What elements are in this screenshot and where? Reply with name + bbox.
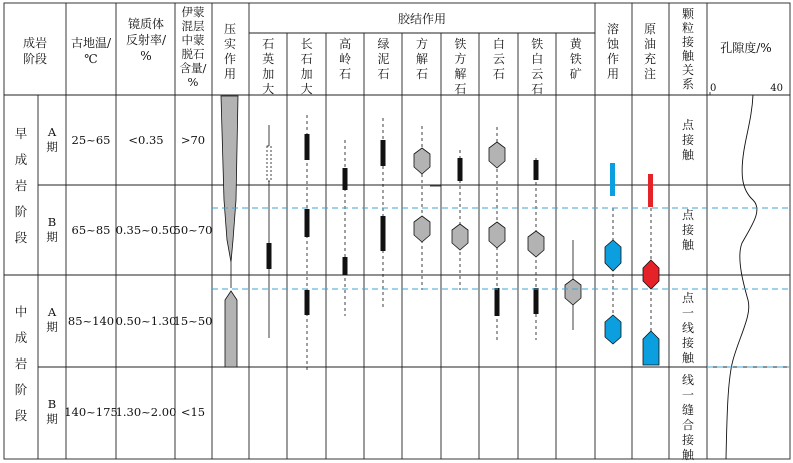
dissolution-hexagon (605, 240, 621, 271)
contact-label: 点接触 (681, 118, 695, 162)
cement-header-char: 云 (492, 52, 505, 66)
cement-header-char: 高 (339, 37, 352, 51)
cement-header-char: 英 (262, 52, 275, 66)
chlorite-bar (381, 216, 386, 251)
cement-header-char: 铁 (454, 37, 467, 51)
cement-header-char: 铁 (531, 37, 544, 51)
ro-value: 1.30~2.00 (115, 405, 177, 419)
ro-value: <0.35 (128, 133, 164, 147)
cement-header-char: 泥 (377, 52, 390, 66)
header-porosity: 孔隙度/% (720, 41, 772, 55)
cement-header (493, 37, 505, 81)
cement-header-char: 加 (300, 67, 313, 81)
temp-value: 65~85 (71, 223, 111, 237)
quartz-bar (267, 243, 272, 269)
cement-header-char: 大 (262, 82, 275, 96)
compaction-wedge (221, 96, 238, 262)
cement-header (454, 36, 466, 96)
cement-header-char: 白 (492, 37, 505, 51)
oil-charge-tab (643, 331, 659, 365)
feldspar-bar (305, 134, 310, 160)
porosity-track (710, 92, 757, 459)
ferrodolomite-bar (534, 160, 539, 180)
header-ro: 镜质体反射率/ % (125, 17, 167, 63)
cement-header-char: 石 (377, 67, 390, 81)
header-compaction: 压实作用 (223, 22, 237, 81)
illite-value: 15~50 (173, 314, 213, 328)
ferrocalcite-bar (458, 158, 463, 181)
stage-labels (15, 117, 695, 462)
kaolinite-bar (343, 168, 348, 190)
cement-header-char: 方 (415, 37, 428, 51)
feldspar-bar (305, 209, 310, 237)
cement-header-char: 石 (300, 52, 313, 66)
calcite-hexagon (414, 216, 430, 242)
calcite-hexagon (414, 148, 430, 174)
dissolution-hexagon (605, 315, 621, 344)
contact-label: 线一缝合接触 (681, 373, 695, 462)
cement-headers (262, 36, 583, 96)
header-dissolution: 溶蚀作用 (606, 22, 620, 81)
cement-header-char: 石 (339, 67, 352, 81)
cement-header-char: 解 (454, 67, 467, 81)
period-label: A 期 (46, 305, 58, 334)
period-label: B 期 (46, 215, 58, 244)
cement-header-char: 长 (300, 37, 313, 51)
pyrite-hexagon (565, 279, 581, 305)
cement-header-char: 石 (492, 67, 505, 81)
cement-header-char: 石 (531, 82, 544, 96)
porosity-axis-min: 0 (710, 83, 717, 94)
temp-value: 85~140 (67, 314, 115, 328)
header-grain-contact: 颗粒接触关系 (681, 7, 695, 91)
cement-header-char: 石 (262, 37, 275, 51)
header-illite: 伊蒙混层中蒙脱石含量/ % (179, 5, 207, 89)
cement-header-char: 黄 (569, 37, 582, 51)
period-label: B 期 (46, 397, 58, 426)
ferrodolomite-bar (534, 288, 539, 314)
porosity-axis-max: 40 (770, 83, 783, 94)
dolomite-hexagon (489, 142, 505, 168)
kaolinite-bar (343, 257, 348, 275)
stage-middle-name: 中成岩阶段 (14, 304, 28, 423)
oil-charge-marks (643, 174, 659, 365)
cement-header-char: 石 (415, 67, 428, 81)
cement-header-char: 加 (262, 67, 275, 81)
cement-header (531, 36, 543, 96)
cement-header-char: 大 (300, 82, 313, 96)
cementation-marks (267, 115, 582, 370)
compaction-graphic (221, 96, 238, 367)
cement-header (301, 37, 313, 96)
cement-header (339, 36, 351, 81)
ro-value: 0.50~1.30 (115, 314, 177, 328)
compaction-bar (225, 291, 237, 367)
illite-value: <15 (180, 405, 206, 419)
dissolution-marks (605, 163, 621, 345)
cement-header-char: 岭 (339, 52, 352, 66)
oil-charge-bar (648, 174, 653, 207)
temp-value: 140~175 (64, 405, 118, 419)
header-oil-charge: 原油充注 (643, 22, 657, 81)
quartz-bar (267, 146, 271, 181)
dolomite-bar (495, 288, 500, 316)
period-label: A 期 (46, 125, 58, 154)
cement-header (570, 37, 583, 81)
cement-header-char: 解 (415, 52, 428, 66)
dissolution-bar (610, 163, 615, 196)
cement-header-char: 云 (531, 67, 544, 81)
illite-value: 50~70 (173, 223, 213, 237)
porosity-curve (726, 95, 757, 459)
stage-early-name: 早成岩阶段 (14, 126, 28, 245)
cement-header-char: 石 (454, 82, 467, 96)
cement-header-char: 方 (454, 52, 467, 66)
cement-header-char: 白 (531, 52, 544, 66)
oil-charge-hexagon (643, 260, 659, 289)
ferrodolomite-hexagon (528, 231, 544, 257)
contact-label: 点一线接触 (681, 291, 695, 365)
chlorite-bar (381, 140, 386, 166)
temp-value: 25~65 (71, 133, 111, 147)
cement-header (416, 36, 428, 81)
dolomite-hexagon (489, 222, 505, 248)
feldspar-bar (305, 290, 310, 315)
illite-value: >70 (180, 133, 206, 147)
header-stage: 成岩阶段 (22, 36, 48, 66)
ro-value: 0.35~0.50 (115, 223, 177, 237)
cement-header (262, 37, 274, 96)
header-cementation-title: 胶结作用 (397, 12, 447, 26)
cement-header-char: 矿 (569, 67, 582, 81)
ferrocalcite-hexagon (452, 224, 468, 250)
cement-header (378, 37, 390, 81)
header-temp: 古地温/ ℃ (70, 36, 112, 66)
contact-label: 点接触 (681, 208, 695, 252)
cement-header-char: 绿 (377, 37, 390, 51)
cement-header-char: 铁 (569, 52, 582, 66)
